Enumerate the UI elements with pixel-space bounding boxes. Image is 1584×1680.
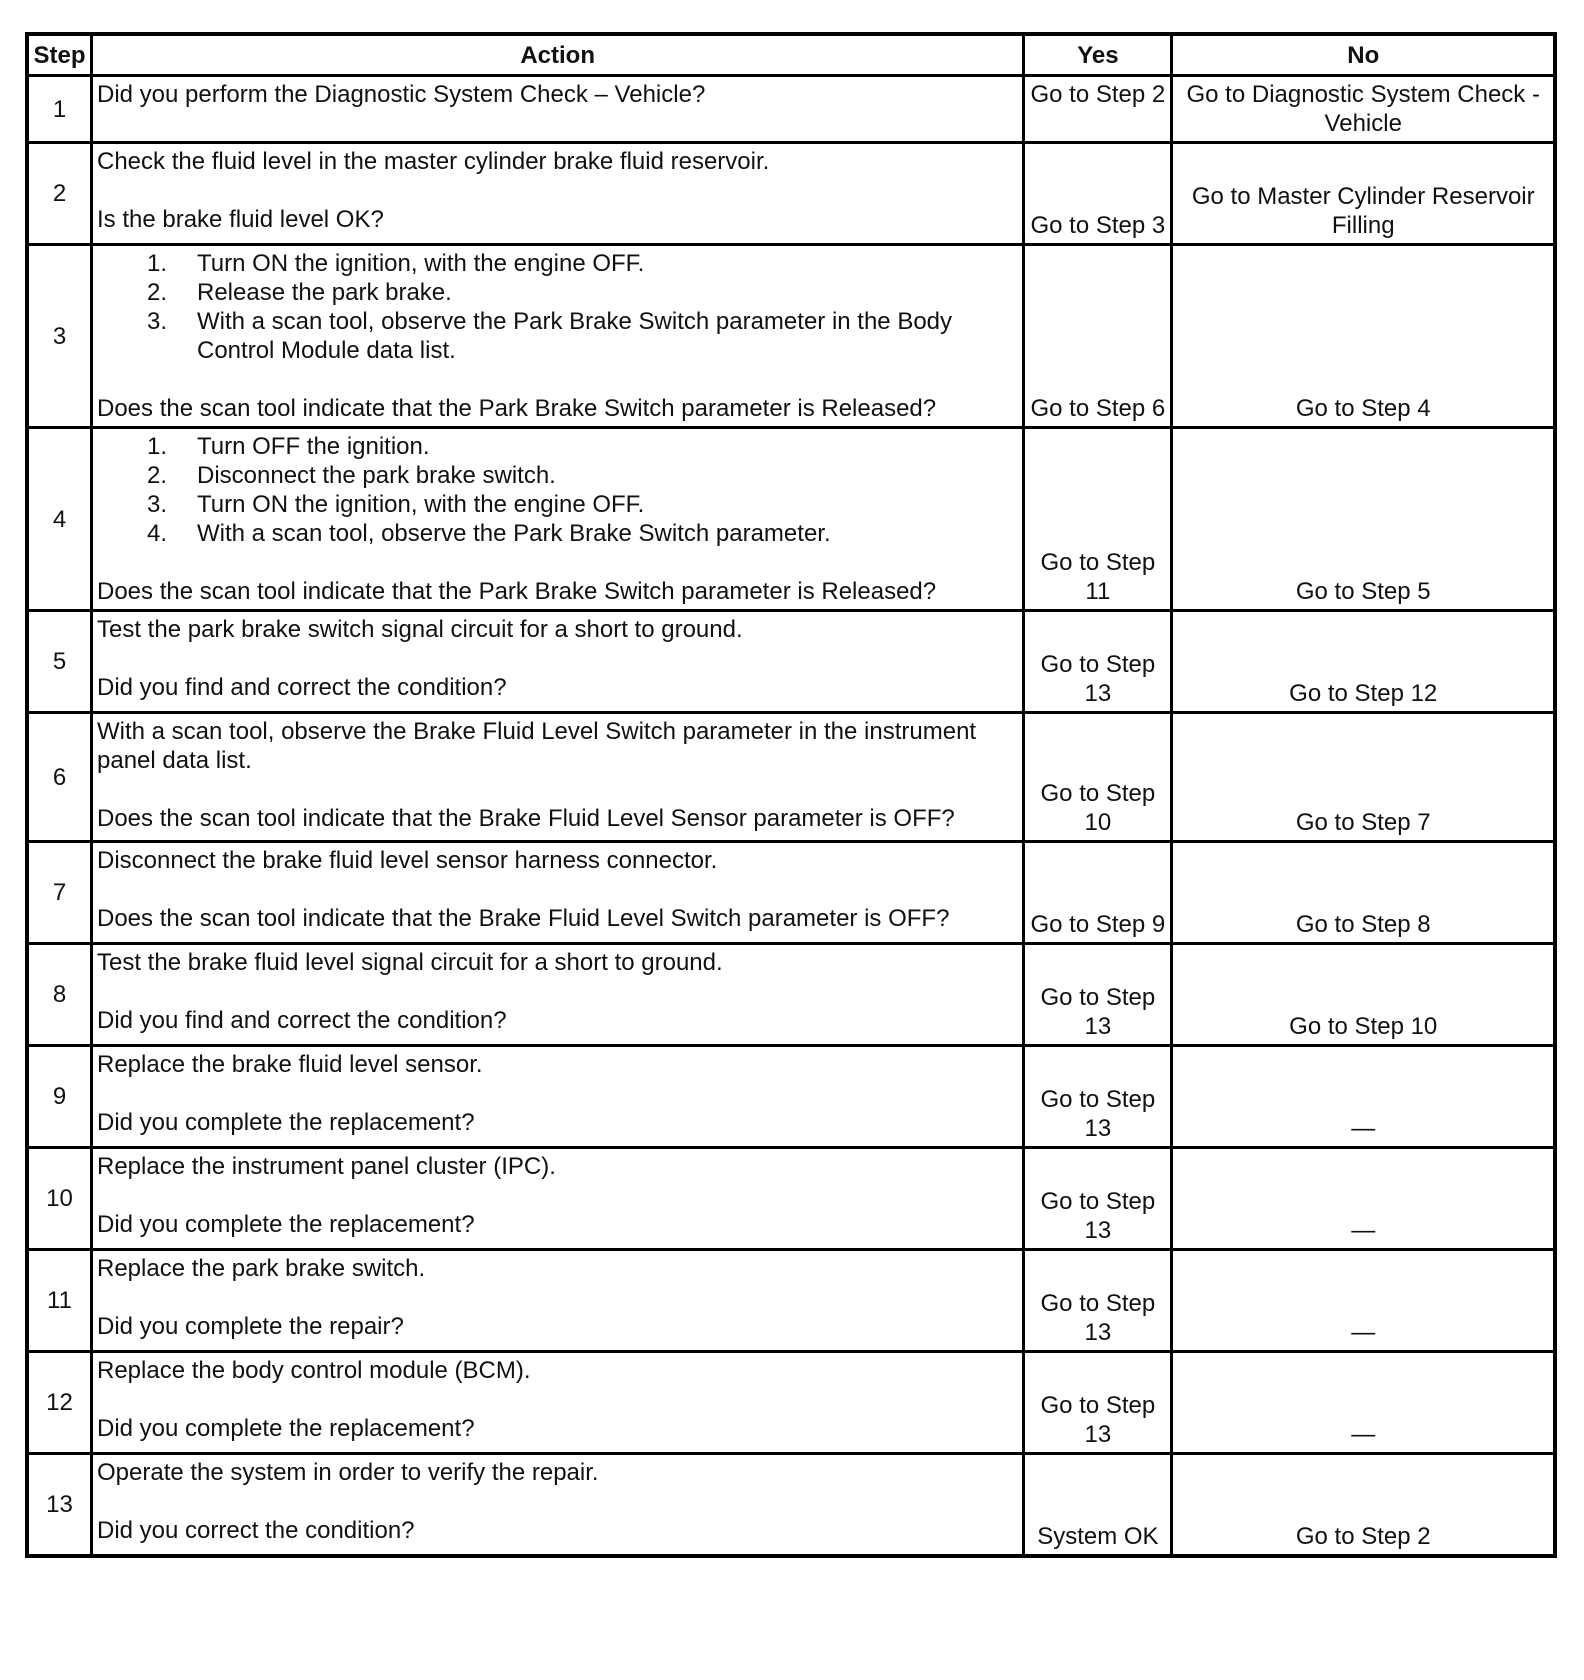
- action-cell: [92, 944, 1024, 1046]
- action-cell: [92, 143, 1024, 245]
- table-row: [27, 944, 1555, 1046]
- step-number: 5: [27, 611, 92, 713]
- table-row: [27, 1148, 1555, 1250]
- step-number: 12: [27, 1352, 92, 1454]
- table-row: [27, 713, 1555, 842]
- header-no: No: [1172, 34, 1555, 76]
- header-step: Step: [27, 34, 92, 76]
- instruction-item: 3. With a scan tool, observe the Park Brake Switch parameter in the Body Control Module data list.: [147, 308, 953, 364]
- header-yes: Yes: [1024, 34, 1172, 76]
- action-instruction: Test the brake fluid level signal circuit for a short to ground.: [97, 949, 723, 976]
- action-cell: [92, 245, 1024, 428]
- action-instruction: Replace the instrument panel cluster (IPC).: [97, 1153, 556, 1180]
- instruction-item: 3. Turn ON the ignition, with the engine OFF.: [147, 491, 645, 518]
- table-row: [27, 143, 1555, 245]
- action-instruction: Replace the park brake switch.: [97, 1255, 426, 1282]
- table-row: [27, 1352, 1555, 1454]
- action-cell: [92, 1454, 1024, 1556]
- action-question: Did you complete the replacement?: [97, 1109, 475, 1136]
- step-number: 8: [27, 944, 92, 1046]
- action-question: Does the scan tool indicate that the Brake Fluid Level Sensor parameter is OFF?: [97, 805, 955, 832]
- action-instruction: Disconnect the brake fluid level sensor harness connector.: [97, 847, 718, 874]
- dash-placeholder: —: [1351, 1421, 1376, 1448]
- instruction-item: 4. With a scan tool, observe the Park Brake Switch parameter.: [147, 520, 831, 547]
- action-instruction: Replace the brake fluid level sensor.: [97, 1051, 483, 1078]
- action-question: Did you find and correct the condition?: [97, 674, 507, 701]
- yes-cell: Go to Step 13: [1024, 611, 1172, 713]
- table-row: [27, 842, 1555, 944]
- instruction-item: 1. Turn OFF the ignition.: [147, 433, 430, 460]
- action-question: Did you find and correct the condition?: [97, 1007, 507, 1034]
- action-instruction: Replace the body control module (BCM).: [97, 1357, 531, 1384]
- diagnostic-table: [25, 32, 1557, 1558]
- no-cell: Go to Master Cylinder Reservoir Filling: [1172, 143, 1555, 245]
- action-question: Did you complete the replacement?: [97, 1415, 475, 1442]
- yes-cell: Go to Step 9: [1024, 842, 1172, 944]
- no-cell: Go to Step 5: [1172, 428, 1555, 611]
- table-row: [27, 1250, 1555, 1352]
- header-action: Action: [92, 34, 1024, 76]
- table-row: [27, 1454, 1555, 1556]
- action-question: Is the brake fluid level OK?: [97, 206, 384, 233]
- instruction-list: [97, 249, 1018, 365]
- step-number: 10: [27, 1148, 92, 1250]
- action-cell: [92, 1148, 1024, 1250]
- instruction-item: 2. Disconnect the park brake switch.: [147, 462, 556, 489]
- no-cell: Go to Step 10: [1172, 944, 1555, 1046]
- yes-cell: Go to Step 2: [1024, 76, 1172, 143]
- step-number: 2: [27, 143, 92, 245]
- instruction-item: 1. Turn ON the ignition, with the engine OFF.: [147, 250, 645, 277]
- table-row: [27, 428, 1555, 611]
- yes-cell: System OK: [1024, 1454, 1172, 1556]
- action-cell: [92, 1352, 1024, 1454]
- action-instruction: Check the fluid level in the master cylinder brake fluid reservoir.: [97, 148, 770, 175]
- dash-placeholder: —: [1351, 1115, 1376, 1142]
- yes-cell: Go to Step 13: [1024, 1352, 1172, 1454]
- table-row: [27, 245, 1555, 428]
- yes-cell: Go to Step 13: [1024, 1046, 1172, 1148]
- action-cell: [92, 611, 1024, 713]
- action-instruction: With a scan tool, observe the Brake Fluid Level Switch parameter in the instrument panel data list.: [97, 718, 977, 774]
- yes-cell: Go to Step 6: [1024, 245, 1172, 428]
- action-question: Does the scan tool indicate that the Brake Fluid Level Switch parameter is OFF?: [97, 905, 950, 932]
- action-instruction: Did you perform the Diagnostic System Check – Vehicle?: [97, 81, 706, 108]
- no-cell: Go to Step 4: [1172, 245, 1555, 428]
- table-header-row: [27, 34, 1555, 76]
- step-number: 13: [27, 1454, 92, 1556]
- action-cell: [92, 1250, 1024, 1352]
- step-number: 1: [27, 76, 92, 143]
- yes-cell: Go to Step 13: [1024, 944, 1172, 1046]
- action-cell: [92, 1046, 1024, 1148]
- action-instruction: Operate the system in order to verify the repair.: [97, 1459, 599, 1486]
- action-question: Does the scan tool indicate that the Park Brake Switch parameter is Released?: [97, 578, 937, 605]
- action-cell: [92, 713, 1024, 842]
- action-cell: [92, 428, 1024, 611]
- action-cell: [92, 76, 1024, 143]
- no-cell: [1172, 1148, 1555, 1250]
- action-instruction: Test the park brake switch signal circuit for a short to ground.: [97, 616, 743, 643]
- step-number: 3: [27, 245, 92, 428]
- instruction-list: [97, 432, 1018, 548]
- yes-cell: Go to Step 13: [1024, 1250, 1172, 1352]
- table-row: [27, 611, 1555, 713]
- action-question: Does the scan tool indicate that the Park Brake Switch parameter is Released?: [97, 395, 937, 422]
- no-cell: Go to Step 8: [1172, 842, 1555, 944]
- no-cell: Go to Step 12: [1172, 611, 1555, 713]
- action-cell: [92, 842, 1024, 944]
- table-row: [27, 76, 1555, 143]
- action-question: Did you complete the repair?: [97, 1313, 404, 1340]
- step-number: 11: [27, 1250, 92, 1352]
- yes-cell: Go to Step 3: [1024, 143, 1172, 245]
- instruction-item: 2. Release the park brake.: [147, 279, 452, 306]
- action-question: Did you correct the condition?: [97, 1517, 415, 1544]
- no-cell: [1172, 1046, 1555, 1148]
- step-number: 4: [27, 428, 92, 611]
- no-cell: Go to Step 2: [1172, 1454, 1555, 1556]
- yes-cell: Go to Step 11: [1024, 428, 1172, 611]
- no-cell: [1172, 1352, 1555, 1454]
- yes-cell: Go to Step 10: [1024, 713, 1172, 842]
- step-number: 9: [27, 1046, 92, 1148]
- no-cell: Go to Step 7: [1172, 713, 1555, 842]
- step-number: 6: [27, 713, 92, 842]
- action-question: Did you complete the replacement?: [97, 1211, 475, 1238]
- step-number: 7: [27, 842, 92, 944]
- dash-placeholder: —: [1351, 1319, 1376, 1346]
- no-cell: Go to Diagnostic System Check - Vehicle: [1172, 76, 1555, 143]
- table-row: [27, 1046, 1555, 1148]
- no-cell: [1172, 1250, 1555, 1352]
- dash-placeholder: —: [1351, 1217, 1376, 1244]
- yes-cell: Go to Step 13: [1024, 1148, 1172, 1250]
